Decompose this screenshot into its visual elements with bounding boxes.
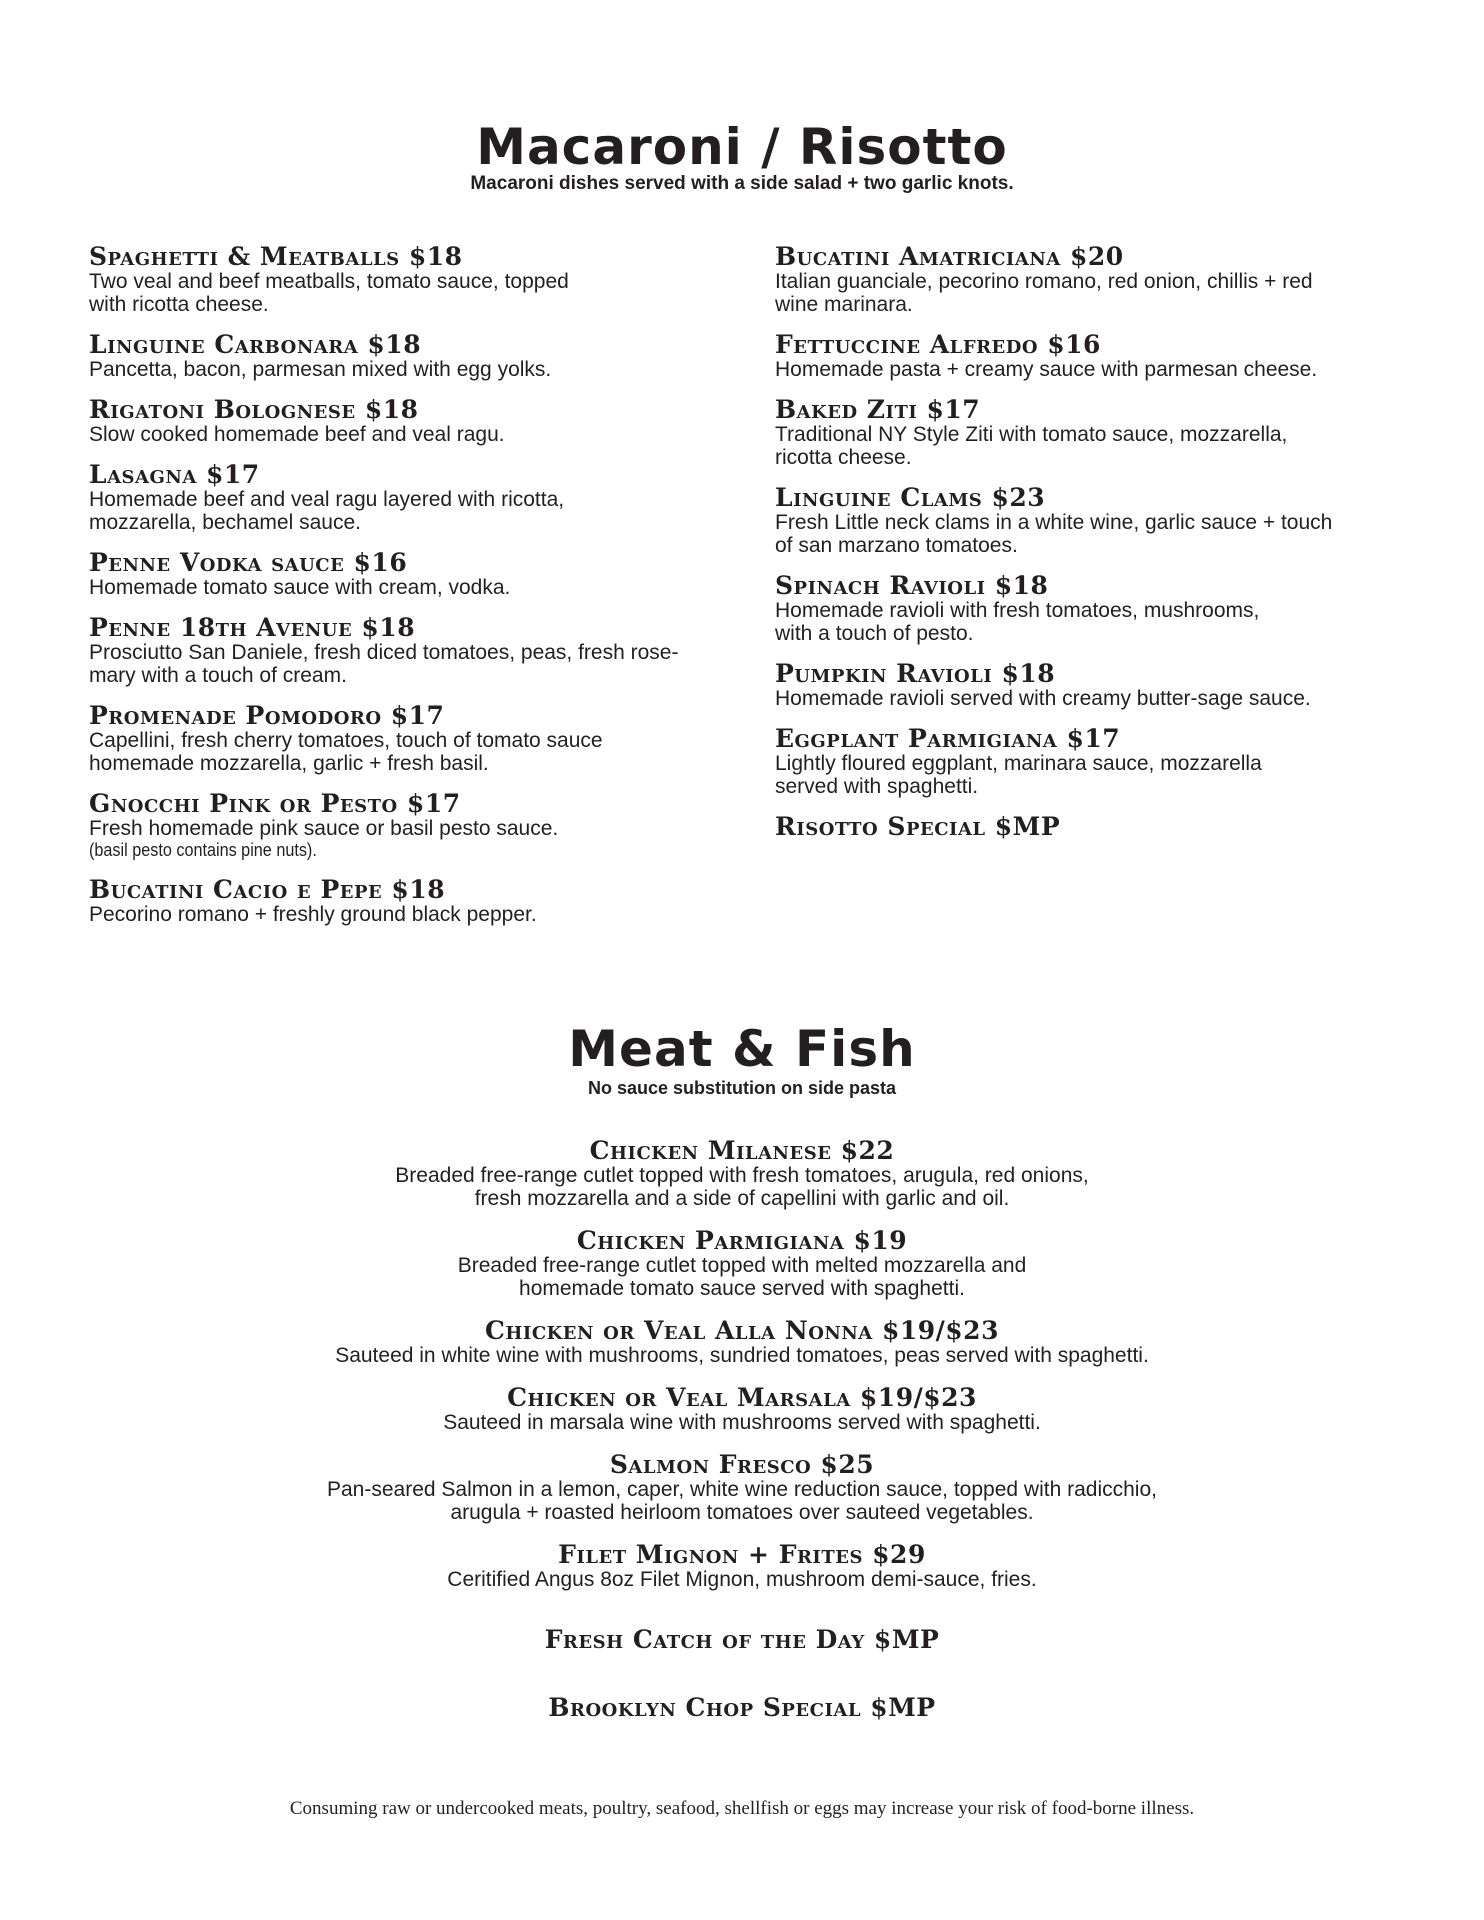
menu-item	[0, 1318, 1484, 1367]
menu-item-description: Prosciutto San Daniele, fresh diced tomatoes, peas, fresh rose- mary with a touch of cream.	[89, 641, 679, 687]
allergy-note: (basil pesto contains pine nuts).	[89, 840, 317, 860]
menu-item-name: Bucatini Amatriciana $20	[775, 242, 1124, 271]
menu-item	[89, 462, 789, 534]
menu-item-name: Brooklyn Chop Special $MP	[548, 1693, 936, 1722]
menu-item-name: Gnocchi Pink or Pesto $17	[89, 789, 461, 818]
menu-item-description: Homemade ravioli with fresh tomatoes, mushrooms, with a touch of pesto.	[775, 599, 1260, 645]
menu-item-name: Spaghetti & Meatballs $18	[89, 242, 463, 271]
menu-item-name: Lasagna $17	[89, 460, 260, 489]
menu-item-name: Penne 18th Avenue $18	[89, 613, 416, 642]
menu-item	[0, 1542, 1484, 1591]
menu-item	[89, 397, 789, 446]
menu-item-name: Fettuccine Alfredo $16	[775, 330, 1101, 359]
menu-item-name: Fresh Catch of the Day $MP	[544, 1625, 940, 1654]
menu-item-name: Linguine Carbonara $18	[89, 330, 422, 359]
menu-item	[89, 550, 789, 599]
menu-item	[0, 1138, 1484, 1210]
menu-item	[0, 1452, 1484, 1524]
menu-item-description: Homemade beef and veal ragu layered with ricotta, mozzarella, bechamel sauce.	[89, 488, 565, 534]
meat-section-title: Meat & Fish	[568, 1020, 916, 1078]
menu-item	[775, 661, 1415, 710]
menu-item	[89, 615, 789, 687]
menu-item-description: Homemade pasta + creamy sauce with parmesan cheese.	[775, 358, 1318, 381]
menu-item	[775, 397, 1415, 469]
menu-item-name: Baked Ziti $17	[775, 395, 981, 424]
menu-item-description: Homemade ravioli served with creamy butter-sage sauce.	[775, 687, 1311, 710]
menu-item	[775, 573, 1415, 645]
menu-item	[775, 485, 1415, 557]
menu-item-description: Sauteed in marsala wine with mushrooms served with spaghetti.	[443, 1411, 1041, 1434]
menu-item-description: Slow cooked homemade beef and veal ragu.	[89, 423, 505, 446]
menu-item	[775, 332, 1415, 381]
menu-item-description: Italian guanciale, pecorino romano, red onion, chillis + red wine marinara.	[775, 270, 1313, 316]
menu-item	[0, 1385, 1484, 1434]
menu-item-name: Filet Mignon + Frites $29	[558, 1540, 926, 1569]
menu-item-name: Eggplant Parmigiana $17	[775, 724, 1121, 753]
menu-item	[775, 726, 1415, 798]
menu-item-name: Bucatini Cacio e Pepe $18	[89, 875, 446, 904]
meat-fish-list	[0, 1138, 1484, 1763]
menu-item-description: Capellini, fresh cherry tomatoes, touch of tomato sauce homemade mozzarella, garlic + fresh basil.	[89, 729, 603, 775]
menu-item	[775, 814, 1415, 840]
macaroni-section-subtitle: Macaroni dishes served with a side salad + two garlic knots.	[470, 173, 1014, 194]
menu-item-name: Spinach Ravioli $18	[775, 571, 1049, 600]
macaroni-section-title: Macaroni / Risotto	[476, 118, 1008, 176]
meat-section-subtitle: No sauce substitution on side pasta	[587, 1078, 897, 1098]
macaroni-right-column	[775, 244, 1415, 856]
menu-item-special	[0, 1695, 1484, 1721]
menu-item-name: Chicken Parmigiana $19	[576, 1226, 908, 1255]
menu-item-description: Pancetta, bacon, parmesan mixed with egg yolks.	[89, 358, 552, 381]
food-safety-disclaimer: Consuming raw or undercooked meats, poultry, seafood, shellfish or eggs may increase your risk of food-borne illness.	[289, 1798, 1195, 1819]
menu-item-special	[0, 1627, 1484, 1653]
menu-item-description: Lightly floured eggplant, marinara sauce, mozzarella served with spaghetti.	[775, 752, 1262, 798]
menu-item-description: Ceritified Angus 8oz Filet Mignon, mushroom demi-sauce, fries.	[447, 1568, 1037, 1591]
menu-item-name: Salmon Fresco $25	[609, 1450, 875, 1479]
menu-item-description: Fresh Little neck clams in a white wine, garlic sauce + touch of san marzano tomatoes.	[775, 511, 1333, 557]
menu-item	[775, 244, 1415, 316]
macaroni-left-column	[89, 244, 789, 942]
menu-item-description: Pan-seared Salmon in a lemon, caper, white wine reduction sauce, topped with radicchio, arugula + roasted heirloom tomatoes over sauteed vegetables.	[327, 1478, 1157, 1524]
menu-item-name: Chicken or Veal Marsala $19/$23	[507, 1383, 977, 1412]
menu-item-description: Breaded free-range cutlet topped with fresh tomatoes, arugula, red onions, fresh mozzarella and a side of capellini with garlic and oil.	[395, 1164, 1089, 1210]
menu-item-name: Chicken Milanese $22	[589, 1136, 895, 1165]
menu-item-name: Linguine Clams $23	[775, 483, 1046, 512]
menu-item	[89, 877, 789, 926]
menu-item-description: Traditional NY Style Ziti with tomato sauce, mozzarella, ricotta cheese.	[775, 423, 1288, 469]
menu-item-name: Rigatoni Bolognese $18	[89, 395, 419, 424]
menu-item-name: Risotto Special $MP	[775, 812, 1061, 841]
menu-item-description: Fresh homemade pink sauce or basil pesto sauce.	[89, 817, 559, 840]
menu-item-name: Penne Vodka sauce $16	[89, 548, 408, 577]
menu-item-description: Homemade tomato sauce with cream, vodka.	[89, 576, 511, 599]
menu-item-name: Promenade Pomodoro $17	[89, 701, 445, 730]
menu-item	[89, 244, 789, 316]
menu-item-description: Two veal and beef meatballs, tomato sauce, topped with ricotta cheese.	[89, 270, 569, 316]
menu-item-description: Pecorino romano + freshly ground black pepper.	[89, 903, 537, 926]
menu-item-description: Sauteed in white wine with mushrooms, sundried tomatoes, peas served with spaghetti.	[335, 1344, 1149, 1367]
menu-item	[89, 703, 789, 775]
menu-item	[89, 332, 789, 381]
menu-item-name: Pumpkin Ravioli $18	[775, 659, 1056, 688]
menu-item-description: Breaded free-range cutlet topped with melted mozzarella and homemade tomato sauce served with spaghetti.	[457, 1254, 1027, 1300]
menu-item	[0, 1228, 1484, 1300]
menu-item-name: Chicken or Veal Alla Nonna $19/$23	[485, 1316, 999, 1345]
menu-item	[89, 791, 789, 861]
